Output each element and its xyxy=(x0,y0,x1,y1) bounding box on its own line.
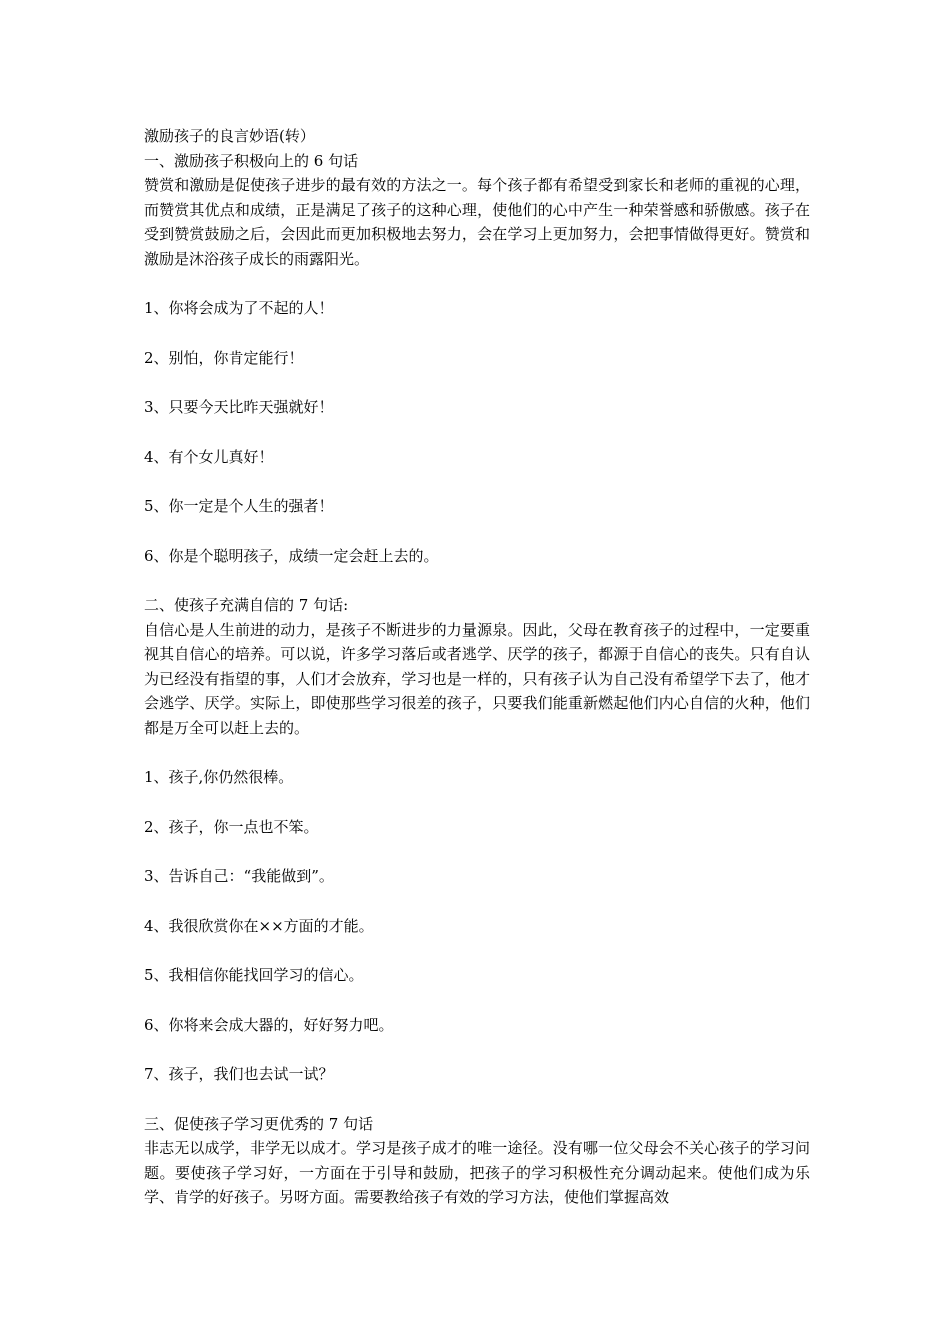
document-title: 激励孩子的良言妙语(转） xyxy=(144,127,315,145)
paragraph-gap xyxy=(144,1037,810,1062)
section-intro-paragraph: 赞赏和激励是促使孩子进步的最有效的方法之一。每个孩子都有希望受到家长和老师的重视的心理，而赞赏其优点和成绩，正是满足了孩子的这种心理，使他们的心中产生一种荣誉感和骄傲感。孩子在受到赞赏鼓励之后，会因此而更加积极地去努力，会在学习上更加努力，会把事情做得更好。赞赏和激励是沐浴孩子成长的雨露阳光。 xyxy=(144,176,810,268)
paragraph-gap xyxy=(144,519,810,544)
paragraph-gap xyxy=(144,1087,810,1112)
paragraph-gap xyxy=(144,839,810,864)
paragraph-gap xyxy=(144,321,810,346)
paragraph-gap xyxy=(144,790,810,815)
paragraph-gap xyxy=(144,889,810,914)
list-item: 2、别怕，你肯定能行！ xyxy=(144,348,304,367)
list-item: 7、孩子，我们也去试一试？ xyxy=(144,1065,334,1083)
paragraph-gap xyxy=(144,740,810,765)
section-heading: 二、使孩子充满自信的 7 句话: xyxy=(144,596,349,614)
list-item: 3、只要今天比昨天强就好！ xyxy=(144,398,334,416)
paragraph-gap xyxy=(144,469,810,494)
document-page xyxy=(144,124,810,1210)
list-item: 1、你将会成为了不起的人！ xyxy=(144,299,334,317)
list-item: 5、你一定是个人生的强者！ xyxy=(144,497,334,515)
paragraph-gap xyxy=(144,271,810,296)
paragraph-gap xyxy=(144,420,810,445)
section-heading: 一、激励孩子积极向上的 6 句话 xyxy=(144,151,359,170)
list-item: 2、孩子，你一点也不笨。 xyxy=(144,817,319,836)
paragraph-gap xyxy=(144,568,810,593)
paragraph-gap xyxy=(144,988,810,1013)
list-item: 6、你将来会成大器的，好好努力吧。 xyxy=(144,1015,394,1034)
list-item: 6、你是个聪明孩子，成绩一定会赶上去的。 xyxy=(144,546,439,565)
list-item: 5、我相信你能找回学习的信心。 xyxy=(144,966,364,984)
list-item: 1、孩子,你仍然很棒。 xyxy=(144,768,294,786)
section-intro-paragraph: 非志无以成学，非学无以成才。学习是孩子成才的唯一途径。没有哪一位父母会不关心孩子的学习问题。要使孩子学习好，一方面在于引导和鼓励，把孩子的学习积极性充分调动起来。使他们成为乐学、肯学的好孩子。另呀方面。需要教给孩子有效的学习方法，使他们掌握高效 xyxy=(144,1139,810,1206)
paragraph-gap xyxy=(144,938,810,963)
list-item: 3、告诉自己：“我能做到”。 xyxy=(144,867,334,885)
paragraph-gap xyxy=(144,370,810,395)
list-item: 4、我很欣赏你在××方面的才能。 xyxy=(144,916,374,935)
section-intro-paragraph: 自信心是人生前进的动力，是孩子不断进步的力量源泉。因此，父母在教育孩子的过程中，一定要重视其自信心的培养。可以说，许多学习落后或者逃学、厌学的孩子，都源于自信心的丧失。只有自认为已经没有指望的事，人们才会放弃，学习也是一样的，只有孩子认为自己没有希望学下去了，他才会逃学、厌学。实际上，即使那些学习很差的孩子，只要我们能重新燃起他们内心自信的火种，他们都是万全可以赶上去的。 xyxy=(144,620,810,737)
list-item: 4、有个女儿真好！ xyxy=(144,447,274,466)
section-heading: 三、促使孩子学习更优秀的 7 句话 xyxy=(144,1114,374,1133)
